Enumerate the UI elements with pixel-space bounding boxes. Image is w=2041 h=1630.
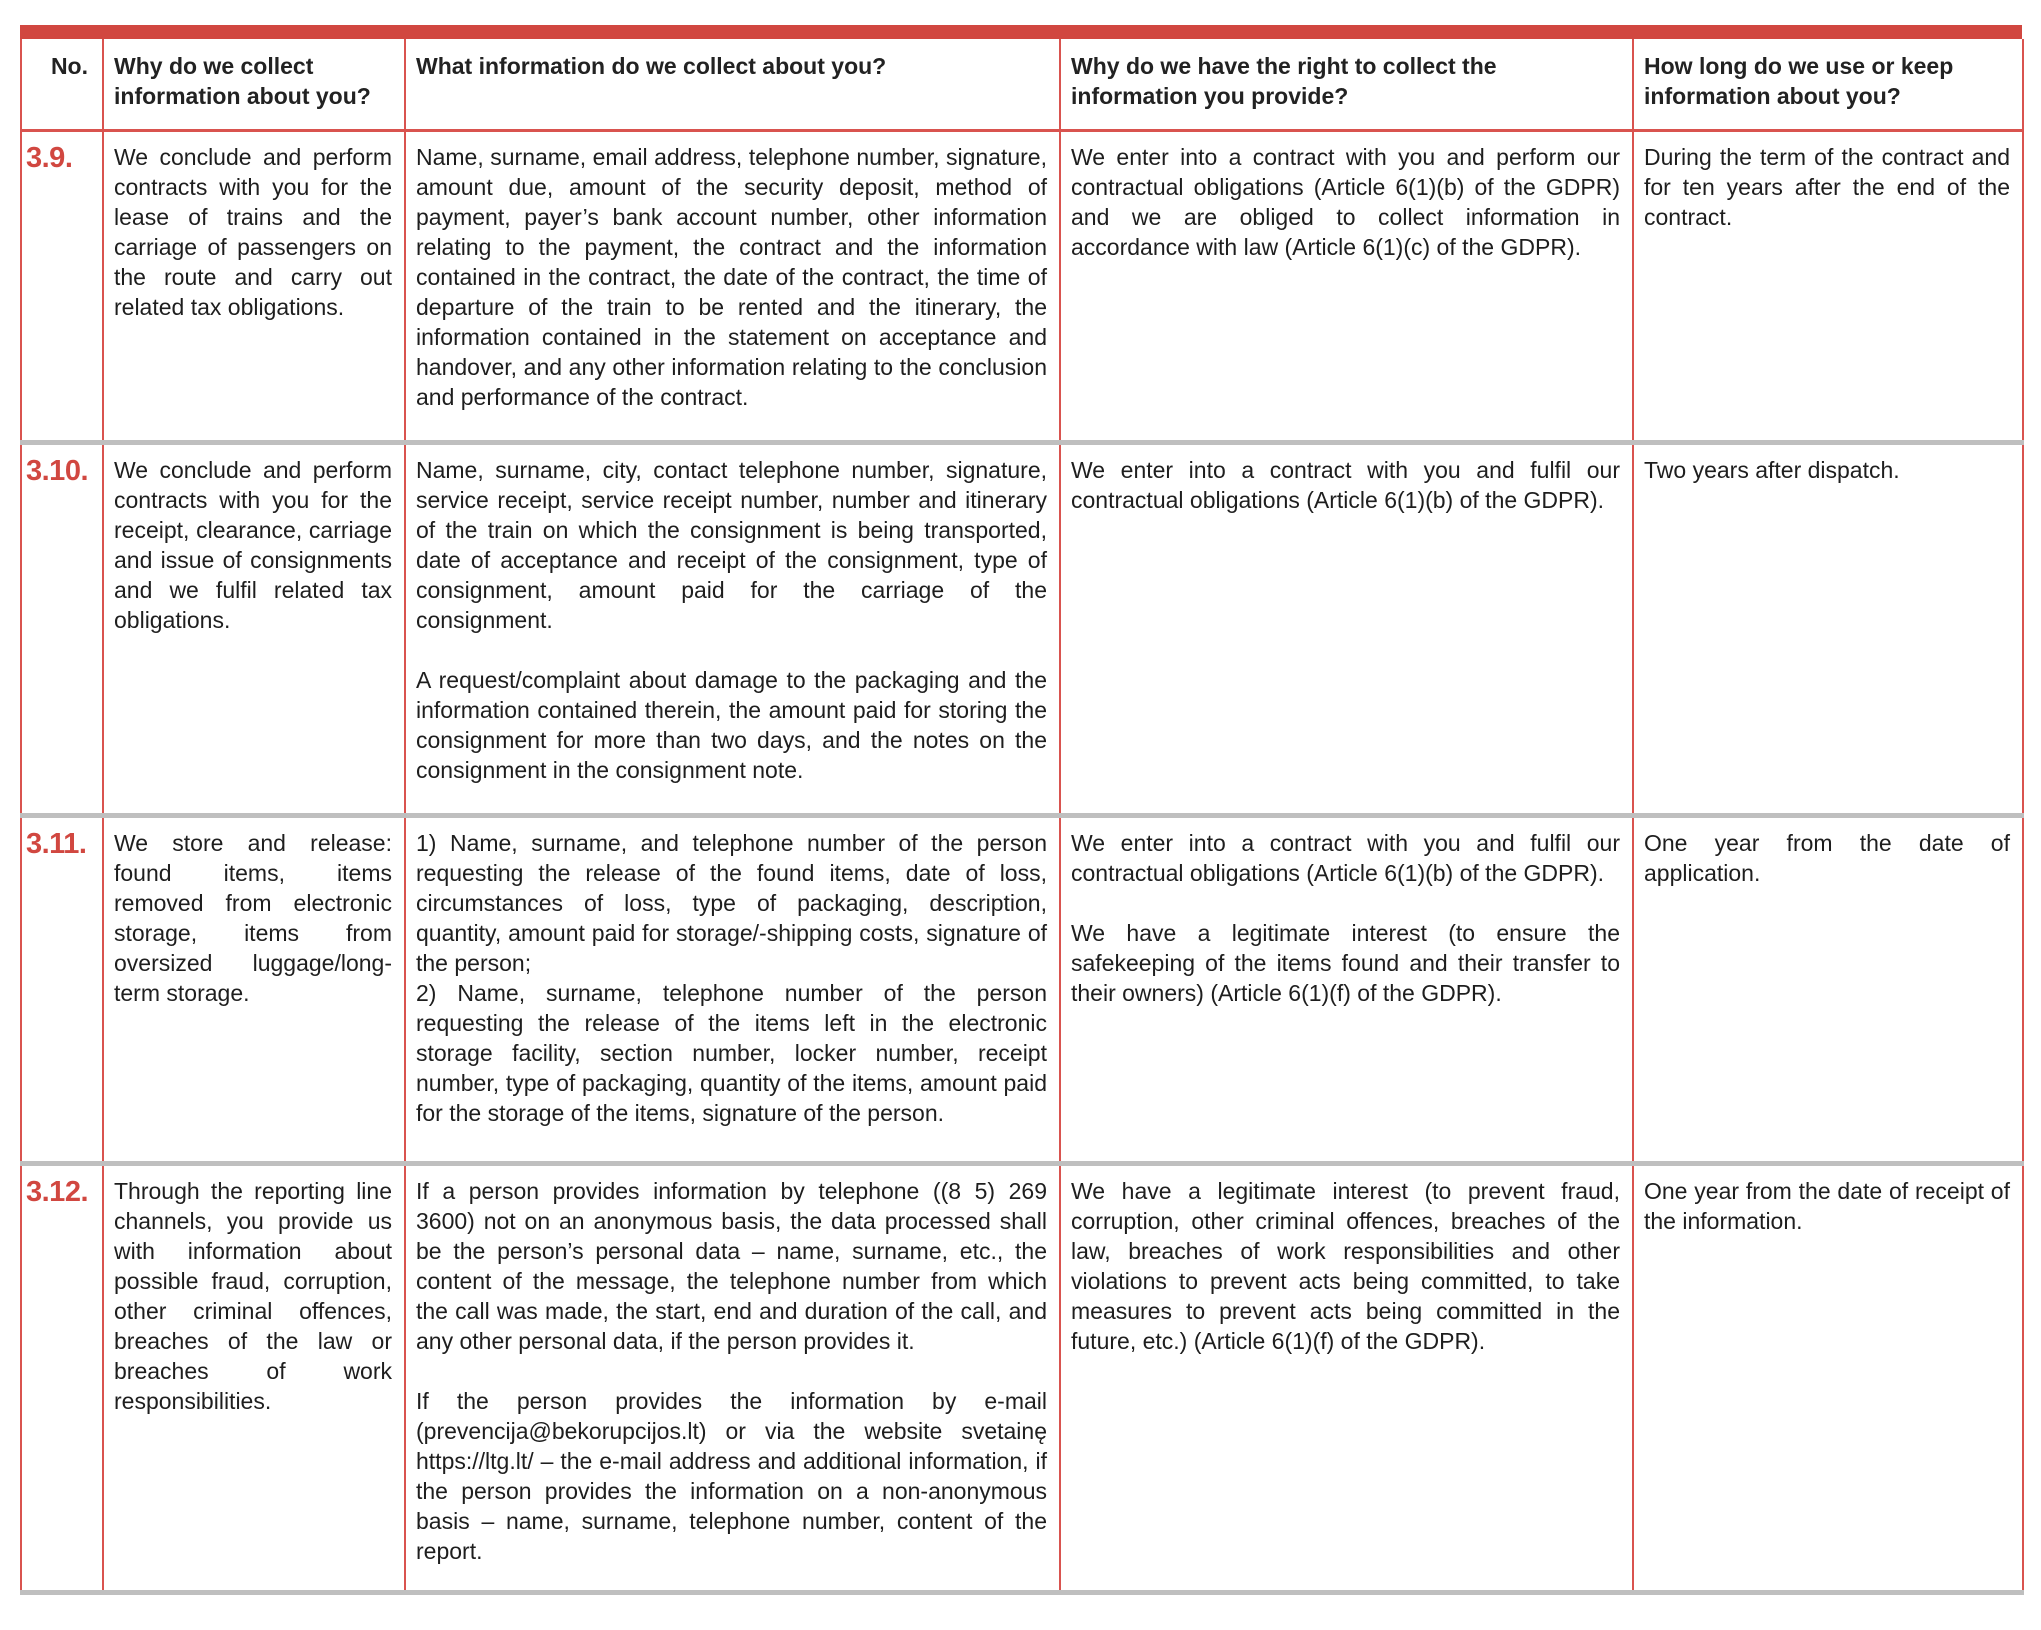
row-number: 3.11. bbox=[21, 816, 103, 1164]
table-row bbox=[21, 1164, 2023, 1593]
cell-why-collect: Through the reporting line channels, you provide us with information about possible fraud, corruption, other criminal offences, breaches of the law or breaches of work responsibilities. bbox=[103, 1164, 405, 1593]
cell-right-to-collect bbox=[1060, 1164, 1633, 1593]
cell-right-to-collect bbox=[1060, 816, 1633, 1164]
cell-paragraph: If the person provides the information by e-mail (prevencija@bekorupcijos.lt) or via the website svetainę https://ltg.lt/ – the e-mail address and additional information, if the person provides the information on a non-anonymous basis – name, surname, telephone number, content of the report. bbox=[416, 1388, 1047, 1564]
cell-list-item: 2) Name, surname, telephone number of the person requesting the release of the items left in the electronic storage facility, section number, locker number, receipt number, type of packaging, quantity of the items, amount paid for the storage of the items, signature of the person. bbox=[416, 980, 1047, 1126]
cell-paragraph: If a person provides information by telephone ((8 5) 269 3600) not on an anonymous basis, the data processed shall be the person’s personal data – name, surname, etc., the content of the message, the telephone number from which the call was made, the start, end and duration of the call, and any other personal data, if the person provides it. bbox=[416, 1178, 1047, 1354]
cell-paragraph: We enter into a contract with you and fulfil our contractual obligations (Article 6(1)(b) of the GDPR). bbox=[1071, 457, 1620, 513]
cell-paragraph: A request/complaint about damage to the packaging and the information contained therein, the amount paid for storing the consignment for more than two days, and the notes on the consignment in the consignment note. bbox=[416, 667, 1047, 783]
cell-right-to-collect bbox=[1060, 131, 1633, 443]
cell-why-collect: We conclude and perform contracts with you for the lease of trains and the carriage of passengers on the route and carry out related tax obligations. bbox=[103, 131, 405, 443]
cell-what-collect bbox=[405, 816, 1060, 1164]
cell-how-long: During the term of the contract and for ten years after the end of the contract. bbox=[1633, 131, 2023, 443]
row-number: 3.12. bbox=[21, 1164, 103, 1593]
header-right-to-collect: Why do we have the right to collect the information you provide? bbox=[1060, 39, 1633, 131]
data-processing-table bbox=[20, 39, 2024, 1595]
header-why-collect: Why do we collect information about you? bbox=[103, 39, 405, 131]
table-header bbox=[21, 39, 2023, 131]
header-how-long: How long do we use or keep information about you? bbox=[1633, 39, 2023, 131]
data-processing-table-container bbox=[20, 25, 2022, 1595]
cell-paragraph: Name, surname, city, contact telephone number, signature, service receipt, service receipt number, number and itinerary of the train on which the consignment is being transported, date of acceptance and receipt of the consignment, type of consignment, amount paid for the carriage of the consignment. bbox=[416, 457, 1047, 633]
header-what-collect: What information do we collect about you? bbox=[405, 39, 1060, 131]
cell-what-collect bbox=[405, 1164, 1060, 1593]
cell-paragraph: We enter into a contract with you and fulfil our contractual obligations (Article 6(1)(b) of the GDPR). bbox=[1071, 830, 1620, 886]
cell-what-collect bbox=[405, 443, 1060, 816]
table-row bbox=[21, 816, 2023, 1164]
cell-list-item: 1) Name, surname, and telephone number of the person requesting the release of the found items, date of loss, circumstances of loss, type of packaging, description, quantity, amount paid for storage/-shipping costs, signature of the person; bbox=[416, 830, 1047, 976]
header-no: No. bbox=[21, 39, 103, 131]
row-number: 3.9. bbox=[21, 131, 103, 443]
cell-why-collect: We conclude and perform contracts with you for the receipt, clearance, carriage and issue of consignments and we fulfil related tax obligations. bbox=[103, 443, 405, 816]
cell-paragraph: We enter into a contract with you and perform our contractual obligations (Article 6(1)(b) of the GDPR) and we are obliged to collect information in accordance with law (Article 6(1)(c) of the GDPR). bbox=[1071, 144, 1620, 260]
table-row bbox=[21, 131, 2023, 443]
table-row bbox=[21, 443, 2023, 816]
cell-paragraph: We have a legitimate interest (to ensure the safekeeping of the items found and their transfer to their owners) (Article 6(1)(f) of the GDPR). bbox=[1071, 920, 1620, 1006]
row-number: 3.10. bbox=[21, 443, 103, 816]
cell-what-collect bbox=[405, 131, 1060, 443]
cell-paragraph: We have a legitimate interest (to prevent fraud, corruption, other criminal offences, breaches of the law, breaches of work responsibilities and other violations to prevent acts being committed, to take measures to prevent acts being committed in the future, etc.) (Article 6(1)(f) of the GDPR). bbox=[1071, 1178, 1620, 1354]
cell-paragraph: Name, surname, email address, telephone number, signature, amount due, amount of the security deposit, method of payment, payer’s bank account number, other information relating to the payment, the contract and the information contained in the contract, the date of the contract, the time of departure of the train to be rented and the itinerary, the information contained in the statement on acceptance and handover, and any other information relating to the conclusion and performance of the contract. bbox=[416, 144, 1047, 410]
header-row bbox=[21, 39, 2023, 131]
cell-why-collect: We store and release: found items, items removed from electronic storage, items from oversized luggage/long-term storage. bbox=[103, 816, 405, 1164]
cell-how-long: One year from the date of receipt of the information. bbox=[1633, 1164, 2023, 1593]
table-body bbox=[21, 131, 2023, 1593]
cell-how-long: One year from the date of application. bbox=[1633, 816, 2023, 1164]
cell-how-long: Two years after dispatch. bbox=[1633, 443, 2023, 816]
cell-right-to-collect bbox=[1060, 443, 1633, 816]
table-top-accent-bar bbox=[20, 25, 2022, 39]
